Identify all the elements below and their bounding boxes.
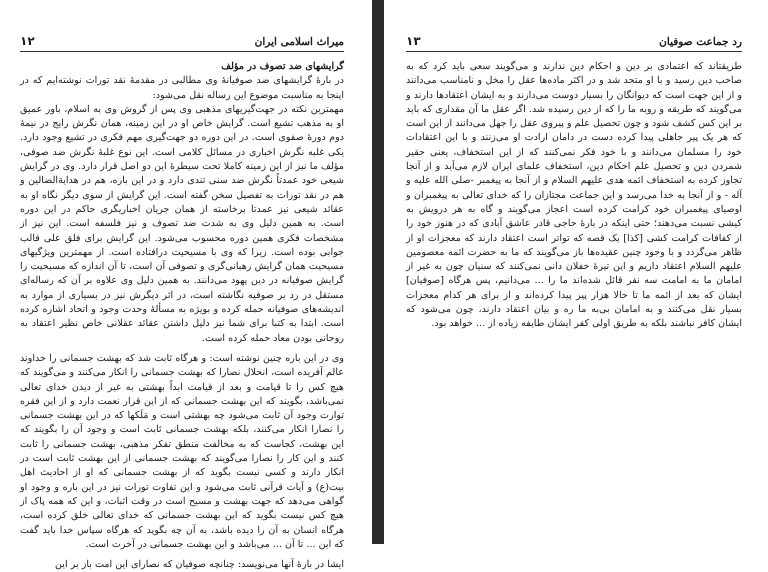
running-title: میراث اسلامی ایران: [254, 36, 344, 48]
book-spine: [372, 0, 384, 544]
page-number: ۱۳: [406, 34, 421, 48]
page-number: ۱۲: [20, 34, 35, 48]
left-page-header: [20, 34, 344, 52]
paragraph: طریقتاند که اعتمادی بر دین و احکام دین ندارند و می‌گویند سعی باید کرد که به صاحب دین رسید و با او متحد شد و در اکثر ماده‌ها عقل را مخل و نامناسب می‌دانند و از این جهت است که دیوانگان را بسیار دوست می‌دارند و به ایشان اعتقادها دارند و می‌گویند که طریقه و روبه ما را که از دین رسیده شد. اگر عقل ما آن مقداری که باید بر این کس کشف شود و چون تحصیل علم و پیروی عقل را جهل می‌دانند از این است که هر یک پیر جاهلی پیدا کرده دست در دامان ارادت او می‌زنند و با این اعتقادات خود را مسلمان می‌دانند و با خود فکر نمی‌کنند که از این استخفاف، یعنی حقیر شمردن دین و تحصیل علم احکام دین، استخفاف علمای ایران لازم می‌آید و از آنجا تجاوز کرده به استخفاف ائمه هدی علیهم السلام و از آنجا به پیغمبر -صلی الله علیه و آله - و از آنجا به خدا می‌رسد و این جماعت مجتازان را که خدای تعالی به پیغمبران و اوصیای پیغمبران خود کرامت کرده است اعجاز می‌گویند و گاه به هر درویش به کیشی نسبت می‌دهند؛ حتی اینکه در بارهٔ حاجی قادر عاشق آبادی که در هنوز خود را از کفافات کرامت کشی [کذا] یک قصه که تواتر است اعتقاد دارند که معجزات او از ظاهر می‌گردد و با وجود چنین عقیده‌ها باز می‌گویند که ما به حضرت ائمه معصومین علیهم السلام اعتقاد داریم و این تیرهٔ خفلان دانی نمی‌کنند که سنیان چون به غیر از امامان ما به امامت سه نفر قائل شده‌اند ما را ... می‌دانیم، پس هرگاه [صوفیان] ایشان که بعد از ائمه ما تا حالا هزار پیر پیدا کرده‌اند و از برای هر کدام معجزات بسیار نقل می‌کنند و به امامان بی‌به ما ره و بیان اعتقاد دارند، چون می‌شود که ایشان کافر نباشند بلکه به طریق اولی کفر ایشان طایفه زیاده از ... خواهد بود.: [406, 61, 742, 330]
section-title: گرایشهای ضد تصوف در مؤلف: [221, 61, 344, 72]
right-page-header: [406, 34, 742, 52]
paragraph: مهمترین نکته در جهت‌گیریهای مذهبی وی پس از گروش وی به اسلام، باور عمیق او به مذهب تشیع است. گرایش خاص او در این زمینه، همان نگرش رایج در نیمهٔ دوم دورهٔ صفوی است. در این دوره دو جهت‌گیری مهم فکری در تشیع وجود دارد. یکی غلبه نگرش اخباری در مسائل کلامی است. این نوع غلبهٔ نگرش ضد صوفی، مؤلف ما نیز از این زمینه کاملا تحت سیطرهٔ این دو اصل قرار دارد. وی در گرایش شیعی خود عمدتاً نگرش ضد سنی تندی دارد و در این باره، هم در هدایةالضالین و هم در نقد تورات به تفصیل سخن گفته است. این گرایش از سوی دیگر نگاه او به عقائد شیعی نیز عمدتا برخاسته از همان جریان اخباریگری حاکم در این دوره است. به همین دلیل وی به شدت ضد تصوف و نیز فلسفه است. این نیز از مشخصات فکری همین دوره محسوب می‌شود. این گرایش برای فلق علی قالب جوابی بوده است. زیرا که وی با مسیحیت درافتاده است. از مهمترین ویژگیهای مسیحیت همان گرایش رهبانی‌گری و تصوفی آن است، تا آن اندازه که مسیحیت را گرایش صوفیانه در دین یهود می‌دانند. به همین دلیل وی علاوه بر آن که رساله‌ای مستقل در رد بر صوفیه نگاشته است، در اثر دیگرش نیز در بسیاری از موارد به اندیشه‌های صوفیانه حمله کرده و بویژه به مسألهٔ وحدت وجود و اتحاد اشاره کرده است. ابتدا به کتبا برای شما نیز دلیل داشتن عقائد عقلانی خاص نظیر اعتقاد به روحانی بودن معاد حمله کرده است.: [20, 103, 344, 344]
paragraph: ایشا در بارهٔ آنها می‌نویسد: چنانچه صوفیان که نصارای این امت باز بر این: [55, 559, 344, 571]
paragraph: در بارهٔ گرایشهای ضد صوفیانهٔ وی مطالبی در مقدمهٔ نقد تورات نوشته‌ایم که در اینجا به مناسبت موضوع این رساله نقل می‌شود:: [20, 75, 344, 101]
running-title: رد جماعت صوفیان: [659, 36, 742, 48]
left-page: [0, 0, 372, 571]
paragraph: وی در این باره چنین نوشته است: و هرگاه ثابت شد که بهشت جسمانی را خداوند عالم آفریده است، انحلال نصارا که بهشت جسمانی را انکار می‌کنند و می‌گویند که هیچ کس را تا قیامت و بعد از قیامت ابداً بهشتی به غیر از دیدن خدای تعالی نمی‌باشد، بگویند که این بهشت جسمانی که از این قرار نعمت دارد و از این فقره توارت وجود آن ثابت می‌شود چه بهشتی است و مَلَکها که در این بهشت جسمانی را نصارا انکار می‌کنند، بلکه بهشت جسمانی ثابت است و وجود آن را بگویند که این بهشت، کجاست که به مخالفت منطق تفکر مذهبی، بهشت جسمانی را ثابت کنند و این کار را نصارا می‌گویند که بهشت جسمانی از این بهشت ثابت است در انکار دارند و کسی نیست بگوید که از بهشت جسمانی که او از احادیث اهل بیت(ع) و آیات قرآنی ثابت می‌شود و این تفاوت تورات نیز در این باره و وجود او گواهی می‌دهد که جهت بهشت و مسیح است در وقت اثبات، و این که همه پاک از هیچ کس نیست بگوید که این بهشت جسمانی که خدای تعالی خلق کرده است، هرگاه انسان به آن را دیده باشد، به آن چه بگوید که هرگاه سپاس خدا باید گفت که این ... تا آن ... می‌باشد و این بهشت جسمانی در آخرت است.: [20, 352, 344, 550]
right-page-body: [406, 60, 742, 332]
right-page: [384, 0, 768, 544]
left-page-body: [20, 60, 344, 572]
